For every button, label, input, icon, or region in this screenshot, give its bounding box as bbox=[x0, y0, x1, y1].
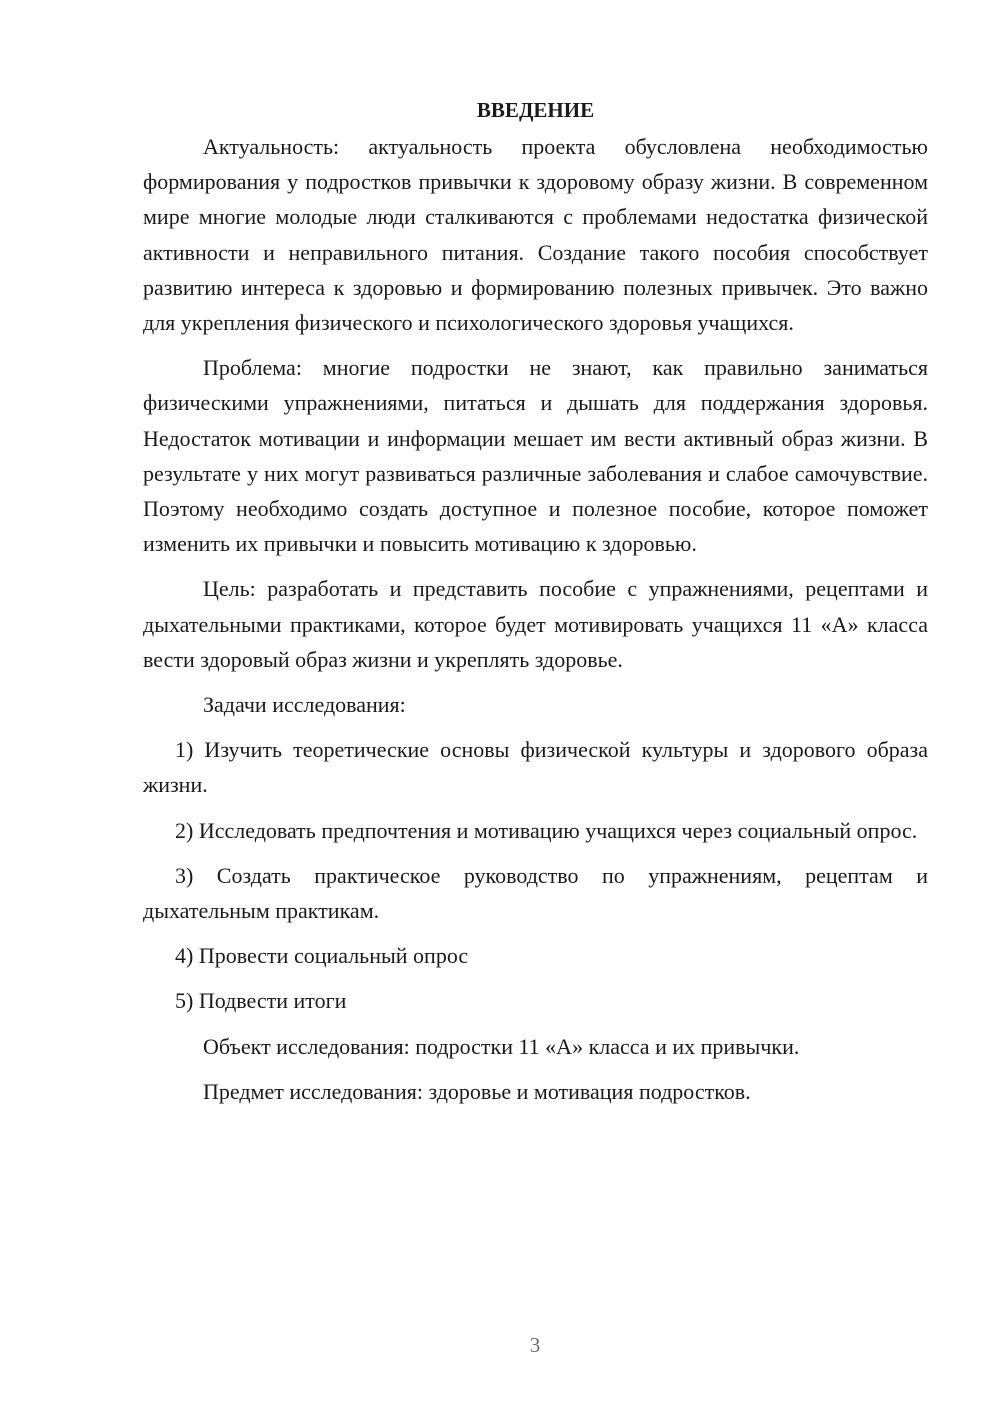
relevance-paragraph: Актуальность: актуальность проекта обусловлена необходимостью формирования у подростков привычки к здоровому образу жизни. В современном мире многие молодые люди сталкиваются с проблемами недостатка физической активности и неправильного питания. Создание такого пособия способствует развитию интереса к здоровью и формированию полезных привычек. Это важно для укрепления физического и психологического здоровья учащихся. bbox=[143, 134, 928, 336]
task-item-3: 3) Создать практическое руководство по упражнениям, рецептам и дыхательным практикам. bbox=[143, 862, 928, 924]
task-item-5: 5) Подвести итоги bbox=[175, 988, 347, 1014]
object-paragraph: Объект исследования: подростки 11 «А» класса и их привычки. bbox=[203, 1033, 800, 1059]
task-item-2: 2) Исследовать предпочтения и мотивацию учащихся через социальный опрос. bbox=[175, 817, 918, 843]
subject-paragraph: Предмет исследования: здоровье и мотивация подростков. bbox=[203, 1078, 751, 1104]
tasks-heading: Задачи исследования: bbox=[203, 692, 406, 718]
document-page bbox=[143, 93, 928, 1119]
goal-paragraph: Цель: разработать и представить пособие с упражнениями, рецептами и дыхательными практиками, которое будет мотивировать учащихся 11 «А» класса вести здоровый образ жизни и укреплять здоровье. bbox=[143, 576, 928, 672]
page-title: ВВЕДЕНИЕ bbox=[476, 98, 595, 122]
problem-paragraph: Проблема: многие подростки не знают, как правильно заниматься физическими упражнениями, питаться и дышать для поддержания здоровья. Недостаток мотивации и информации мешает им вести активный образ жизни. В результате у них могут развиваться различные заболевания и слабое самочувствие. Поэтому необходимо создать доступное и полезное пособие, которое поможет изменить их привычки и повысить мотивацию к здоровью. bbox=[143, 355, 928, 557]
task-item-4: 4) Провести социальный опрос bbox=[175, 943, 469, 969]
task-item-1: 1) Изучить теоретические основы физической культуры и здорового образа жизни. bbox=[143, 737, 928, 798]
page-number: 3 bbox=[529, 1333, 541, 1357]
